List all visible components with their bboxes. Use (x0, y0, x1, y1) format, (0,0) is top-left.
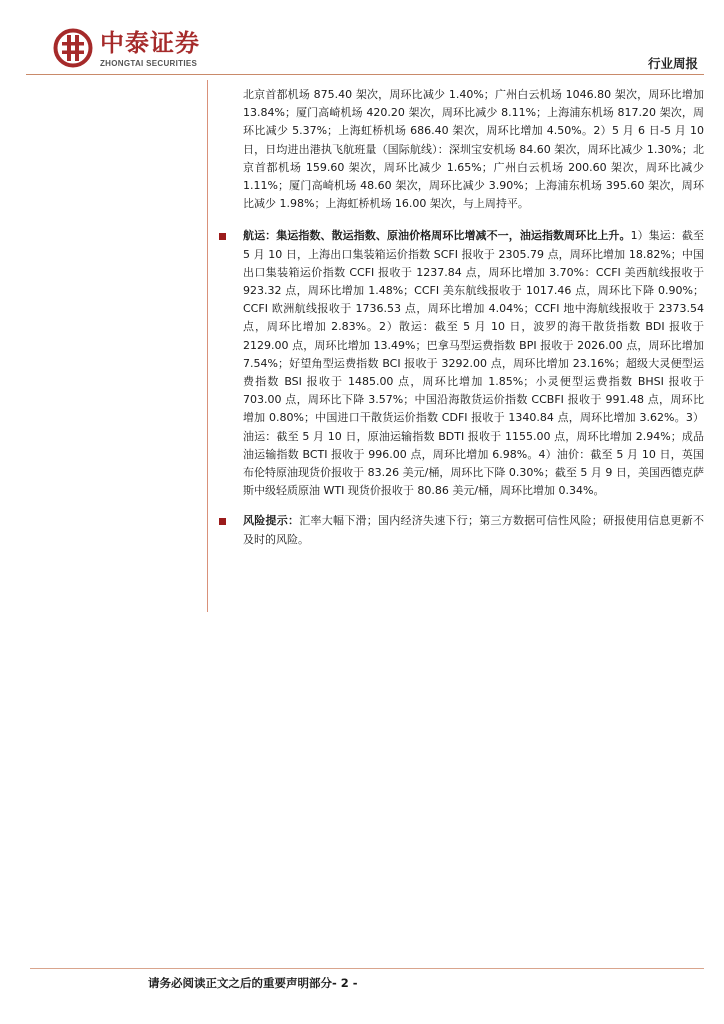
report-type-label: 行业周报 (647, 56, 698, 71)
header-divider (26, 74, 704, 75)
logo-chinese-name: 中泰证券 (100, 29, 200, 57)
disclaimer-notice: 请务必阅读正文之后的重要声明部分 (148, 976, 332, 990)
bullet-square-icon (219, 233, 226, 240)
shipping-text: 1）集运：截至 5 月 10 日，上海出口集装箱运价指数 SCFI 报收于 2305.79 点，周环比增加 18.82%；中国出口集装箱运价指数 CCFI 报收于 1237.84 点，周环比增加 3.70%：CCFI 美西航线报收于 923.32 点，周环比增加 1.48%；CCFI 美东航线报收于 1017.46 点，周环比下降 0.90%；CCFI 欧洲航线报收于 1736.53 点，周环比增加 4.04%；CCFI 地中海航线报收于 2373.54 点，周环比增加 2.83%。2）散运：截至 5 月 10 日，波罗的海干散货指数 BDI 报收于 2129.00 点，周环比增加 13.49%；巴拿马型运费指数 BPI 报收于 2026.00 点，周环比增加 7.54%；好望角型运费指数 BCI 报收于 3292.00 点，周环比增加 23.16%；超级大灵便型运费指数 BSI 报收于 1485.00 点，周环比增加 1.85%；小灵便型运费指数 BHSI 报收于 703.00 点，周环比下降 3.57%；中国沿海散货运价指数 CCBFI 报收于 991.48 点，周环比增加 0.80%；中国进口干散货运价指数 CDFI 报收于 1340.84 点，周环比增加 3.62%。3）油运：截至 5 月 10 日，原油运输指数 BDTI 报收于 1155.00 点，周环比增加 2.94%；成品油运输指数 BCTI 报收于 996.00 点，周环比增加 6.98%。4）油价：截至 5 月 10 日，英国布伦特原油现货价报收于 83.26 美元/桶，周环比下降 0.30%；截至 5 月 9 日，美国西德克萨斯中级轻质原油 WTI 现货价报收于 80.86 美元/桶，周环比增加 0.34%。 (243, 229, 704, 498)
page-footer (148, 975, 358, 991)
logo-english-name: ZHONGTAI SECURITIES (100, 59, 198, 68)
left-vertical-rule (207, 80, 208, 612)
page-header (0, 0, 724, 80)
risk-paragraph (243, 512, 704, 548)
aviation-paragraph-continued: 北京首都机场 875.40 架次，周环比减少 1.40%；广州白云机场 1046.80 架次，周环比增加 13.84%；厦门高崎机场 420.20 架次，周环比减少 8.11%；上海浦东机场 817.20 架次，周环比减少 5.37%；上海虹桥机场 686.40 架次，周环比增加 4.50%。2）5 月 6 日-5 月 10 日，日均进出港执飞航班量（国际航线）：深圳宝安机场 84.60 架次，周环比减少 1.30%；北京首都机场 159.60 架次，周环比减少 1.65%；广州白云机场 200.60 架次，周环比减少 1.11%；厦门高崎机场 48.60 架次，周环比减少 3.90%；上海浦东机场 395.60 架次，周环比减少 1.98%；上海虹桥机场 16.00 架次，与上周持平。 (243, 88, 704, 211)
shipping-paragraph (243, 227, 704, 500)
zhongtai-logo-icon (53, 28, 93, 68)
shipping-lead: 航运：集运指数、散运指数、原油价格周环比增减不一，油运指数周环比上升。 (243, 229, 631, 243)
bullet-square-icon (219, 518, 226, 525)
main-content (243, 86, 704, 549)
risk-text: 汇率大幅下滑；国内经济失速下行；第三方数据可信性风险；研报使用信息更新不及时的风险。 (243, 514, 704, 546)
risk-lead: 风险提示： (243, 514, 300, 528)
footer-divider (30, 968, 704, 969)
page-number: - 2 - (332, 976, 358, 990)
